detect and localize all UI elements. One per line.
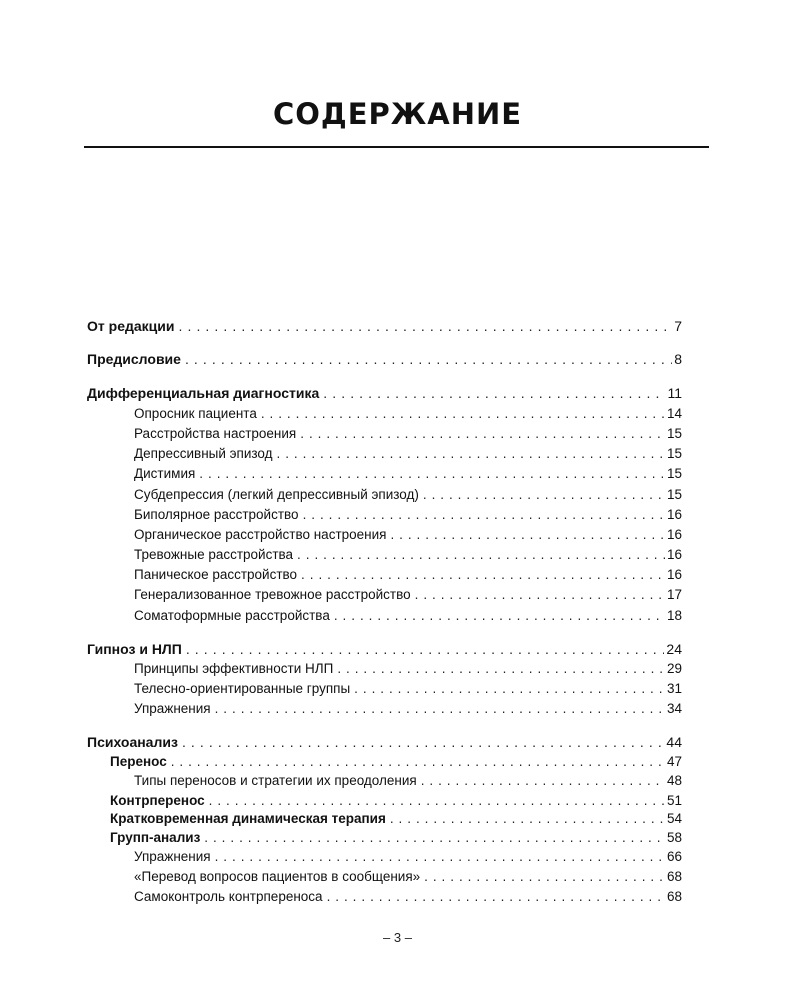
toc-entry-differentsialnaya-diagnostika[interactable]	[87, 384, 682, 402]
toc-entry-rasstroystva-nastroeniya[interactable]	[134, 425, 682, 443]
toc-page-number: 29	[666, 661, 682, 676]
dot-leader	[186, 640, 665, 658]
toc-page-number: 16	[666, 567, 682, 582]
toc-entry-telesno-orientirovannye-gruppy[interactable]	[134, 680, 682, 698]
toc-entry-label: Психоанализ	[87, 734, 178, 750]
toc-page-number: 16	[666, 507, 682, 522]
dot-leader	[421, 772, 665, 790]
toc-entry-label: Генерализованное тревожное расстройство	[134, 587, 411, 602]
toc-entry-trevozhnye-rasstroystva[interactable]	[134, 546, 682, 564]
toc-entry-panicheskoe-rasstroystvo[interactable]	[134, 566, 682, 584]
dot-leader	[178, 317, 672, 335]
toc-page-number: 16	[666, 527, 682, 542]
dot-leader	[215, 700, 665, 718]
toc-entry-label: Дифференциальная диагностика	[87, 385, 320, 401]
dot-leader	[303, 506, 665, 524]
toc-page-number: 47	[666, 754, 682, 769]
toc-entry-label: «Перевод вопросов пациентов в сообщения»	[134, 869, 421, 884]
toc-entry-label: Упражнения	[134, 849, 211, 864]
dot-leader	[423, 486, 665, 504]
toc-entry-label: Опросник пациента	[134, 406, 257, 421]
dot-leader	[171, 753, 665, 771]
toc-page-number: 15	[666, 466, 682, 481]
toc-page-number: 54	[666, 811, 682, 826]
toc-entry-subdepressiya[interactable]	[134, 486, 682, 504]
toc-entry-label: Тревожные расстройства	[134, 547, 294, 562]
toc-page-number: 15	[666, 426, 682, 441]
dot-leader	[327, 888, 665, 906]
dot-leader	[424, 868, 665, 886]
toc-page-number: 68	[666, 869, 682, 884]
dot-leader	[185, 350, 672, 368]
toc-entry-kontrperenos[interactable]	[110, 792, 682, 810]
toc-entry-bipolyarnoe-rasstroystvo[interactable]	[134, 506, 682, 524]
toc-entry-label: Соматоформные расстройства	[134, 608, 330, 623]
toc-entry-ot-redaktsii[interactable]	[87, 317, 682, 335]
dot-leader	[323, 384, 665, 402]
toc-page-number: 15	[666, 446, 682, 461]
toc-entry-label: Расстройства настроения	[134, 426, 297, 441]
toc-entry-label: Групп-анализ	[110, 830, 201, 845]
toc-entry-perevod-voprosov[interactable]	[134, 868, 682, 886]
toc-entry-label: Дистимия	[134, 466, 196, 481]
dot-leader	[215, 848, 665, 866]
toc-page-number: 16	[666, 547, 682, 562]
toc-entry-label: Органическое расстройство настроения	[134, 527, 387, 542]
toc-entry-label: От редакции	[87, 318, 175, 334]
toc-entry-label: Гипноз и НЛП	[87, 641, 182, 657]
toc-entry-label: Принципы эффективности НЛП	[134, 661, 334, 676]
dot-leader	[204, 829, 665, 847]
dot-leader	[182, 733, 664, 751]
toc-entry-label: Паническое расстройство	[134, 567, 298, 582]
toc-page-number: 24	[666, 641, 682, 657]
dot-leader	[301, 566, 665, 584]
toc-entry-label: Депрессивный эпизод	[134, 446, 273, 461]
toc-entry-uprazhneniya-1[interactable]	[134, 700, 682, 718]
page-title: СОДЕРЖАНИЕ	[272, 97, 523, 131]
dot-leader	[337, 660, 665, 678]
toc-entry-printsipy-effektivnosti-nlp[interactable]	[134, 660, 682, 678]
toc-entry-distimiya[interactable]	[134, 465, 682, 483]
toc-page-number: 51	[666, 793, 682, 808]
toc-entry-label: Предисловие	[87, 351, 181, 367]
toc-entry-depressivnyy-epizod[interactable]	[134, 445, 682, 463]
toc-entry-gipnoz-i-nlp[interactable]	[87, 640, 682, 658]
dot-leader	[297, 546, 665, 564]
toc-page-number: 18	[666, 608, 682, 623]
toc-page-number: 34	[666, 701, 682, 716]
toc-entry-perenos[interactable]	[110, 753, 682, 771]
toc-entry-uprazhneniya-2[interactable]	[134, 848, 682, 866]
toc-entry-somatoformnye-rasstroystva[interactable]	[134, 607, 682, 625]
toc-page-number: 48	[666, 773, 682, 788]
dot-leader	[277, 445, 665, 463]
dot-leader	[390, 526, 665, 544]
toc-page-number: 15	[666, 487, 682, 502]
toc-page-number: 66	[666, 849, 682, 864]
toc-page-number: 31	[666, 681, 682, 696]
toc-page-number: 14	[666, 406, 682, 421]
toc-entry-oprosnik-patsienta[interactable]	[134, 405, 682, 423]
toc-entry-label: Кратковременная динамическая терапия	[110, 811, 386, 826]
toc-entry-generalizovannoe-rasstroystvo[interactable]	[134, 586, 682, 604]
toc-page-number: 7	[674, 318, 682, 334]
toc-entry-label: Типы переносов и стратегии их преодоления	[134, 773, 417, 788]
toc-page-number: 17	[666, 587, 682, 602]
toc-page-number: 8	[674, 351, 682, 367]
toc-entry-label: Биполярное расстройство	[134, 507, 299, 522]
dot-leader	[415, 586, 665, 604]
toc-page-number: 44	[666, 734, 682, 750]
toc-entry-label: Перенос	[110, 754, 167, 769]
toc-entry-label: Контрперенос	[110, 793, 205, 808]
dot-leader	[354, 680, 665, 698]
dot-leader	[209, 792, 665, 810]
toc-entry-kratkovremennaya-terapiya[interactable]	[110, 810, 682, 828]
toc-entry-organicheskoe-rasstroystvo[interactable]	[134, 526, 682, 544]
toc-entry-tipy-perenosov[interactable]	[134, 772, 682, 790]
toc-page-number: 58	[666, 830, 682, 845]
page-number-footer: – 3 –	[383, 930, 412, 945]
dot-leader	[300, 425, 665, 443]
toc-entry-psikhoanaliz[interactable]	[87, 733, 682, 751]
toc-entry-grupp-analiz[interactable]	[110, 829, 682, 847]
toc-entry-label: Упражнения	[134, 701, 211, 716]
toc-entry-predislovie[interactable]	[87, 350, 682, 368]
toc-page-number: 11	[667, 385, 682, 401]
dot-leader	[390, 810, 665, 828]
toc-entry-samokontrol-kontrperenosa[interactable]	[134, 888, 682, 906]
toc-entry-label: Самоконтроль контрпереноса	[134, 889, 323, 904]
toc-page-number: 68	[666, 889, 682, 904]
dot-leader	[199, 465, 665, 483]
dot-leader	[334, 607, 665, 625]
toc-entry-label: Телесно-ориентированные группы	[134, 681, 351, 696]
dot-leader	[261, 405, 665, 423]
toc-entry-label: Субдепрессия (легкий депрессивный эпизод)	[134, 487, 419, 502]
